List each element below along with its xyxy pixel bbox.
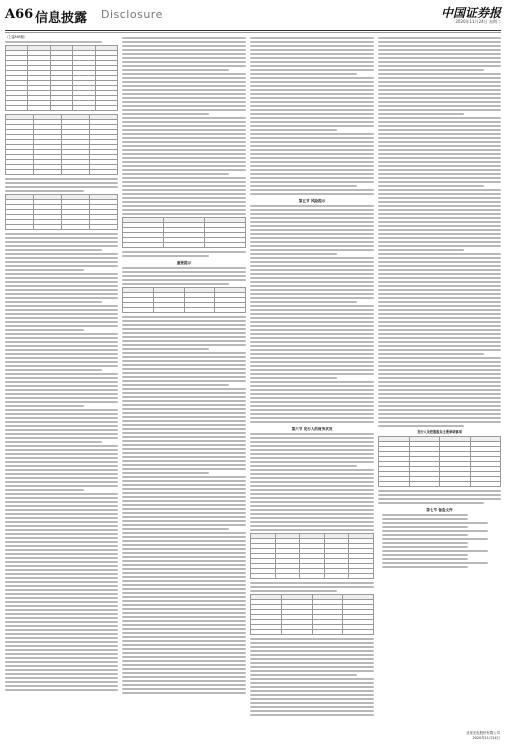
body-paragraph — [122, 251, 246, 257]
body-paragraph — [250, 582, 374, 592]
page-number: A66 — [5, 7, 34, 22]
body-paragraph — [378, 37, 501, 427]
body-paragraph — [250, 205, 374, 423]
subsidiary-table — [250, 594, 374, 635]
column-2 — [122, 35, 246, 745]
column-3 — [250, 35, 374, 745]
document-list — [378, 514, 501, 568]
body-paragraph — [250, 638, 374, 716]
commitment-table — [378, 436, 501, 487]
column-4 — [378, 35, 501, 745]
financing-table — [122, 287, 246, 313]
section-heading: 第五节 风险提示 — [298, 199, 326, 203]
page-header — [5, 3, 501, 29]
header-rule — [5, 30, 501, 31]
body-paragraph — [122, 37, 246, 215]
project-table — [250, 533, 374, 579]
company-name: 亚世光电股份有限公司 — [466, 731, 500, 736]
table-title: 发行人及控股股东主要承诺事项 — [417, 430, 462, 434]
body-paragraph — [250, 37, 374, 195]
column-1 — [5, 35, 118, 745]
financial-table-3 — [5, 194, 118, 230]
body-paragraph — [122, 267, 246, 285]
section-heading: 重要提示 — [176, 261, 192, 265]
body-paragraph — [5, 178, 118, 192]
section-title-en: Disclosure — [101, 8, 163, 21]
masthead-logo: 中国证券报 — [440, 6, 501, 20]
header-rule-thin — [5, 32, 501, 33]
section-title: 信息披露 — [35, 11, 88, 26]
body-paragraph — [122, 316, 246, 694]
financial-table-1 — [5, 45, 118, 111]
body-paragraph — [5, 233, 118, 691]
section-heading: 第七节 备查文件 — [426, 508, 453, 513]
continued-note: （上接A65版） — [5, 35, 28, 39]
text-line — [5, 41, 102, 43]
financial-table-2 — [5, 114, 118, 175]
signature-block — [466, 731, 500, 740]
shareholding-table — [122, 217, 246, 248]
header-date: 2020年11月24日 星期二 — [455, 19, 501, 24]
signature-date: 2020年11月24日 — [472, 735, 500, 740]
section-heading: 第六节 发行人的财务状况 — [291, 427, 333, 432]
body-paragraph — [250, 433, 374, 531]
body-paragraph — [378, 490, 501, 504]
